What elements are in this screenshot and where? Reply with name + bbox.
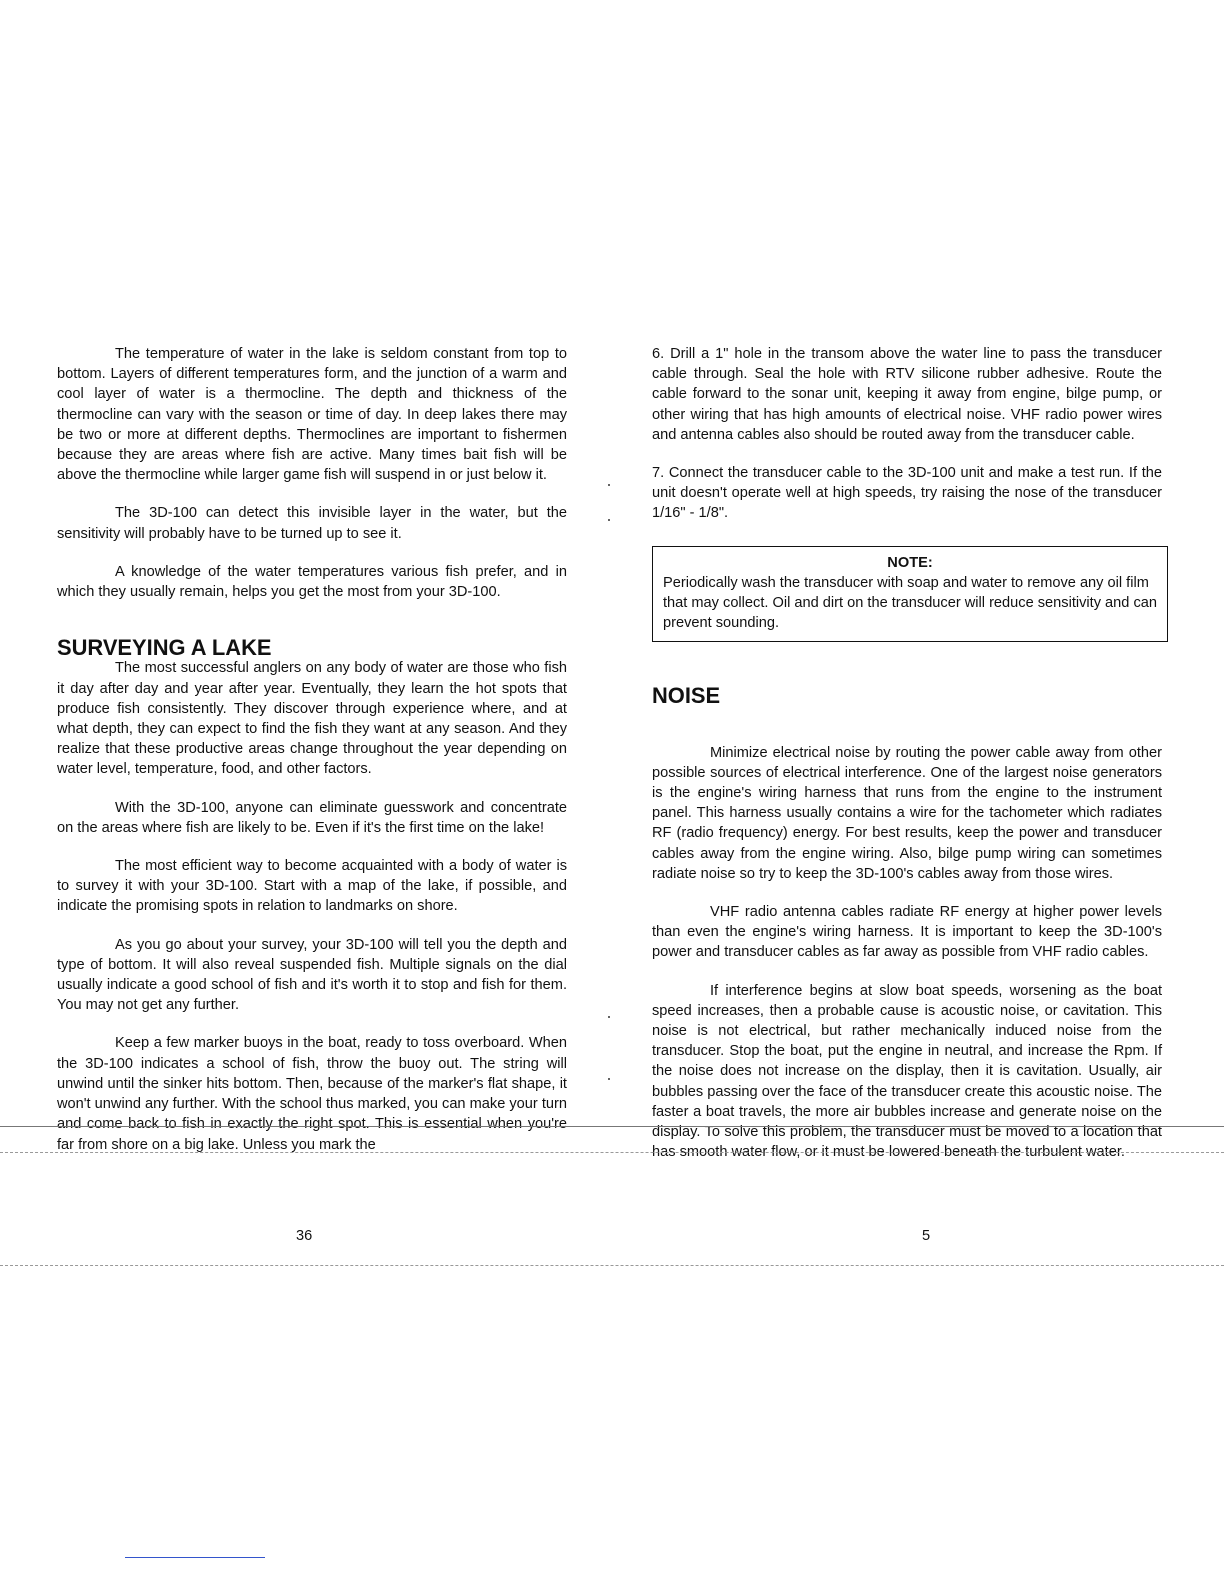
scan-artifact-line	[0, 1126, 1224, 1127]
scan-artifact-speck	[608, 484, 610, 486]
left-paragraph-eliminate-guesswork: With the 3D-100, anyone can eliminate guesswork and concentrate on the areas where fish are likely to be. Even if it's the first time on the lake!	[57, 799, 567, 836]
right-paragraph-vhf-antenna: VHF radio antenna cables radiate RF energy at higher power levels than even the engine's wiring harness. It is important to keep the 3D-100's power and transducer cables as far away as possible from VHF radio cables.	[652, 904, 1162, 961]
left-paragraph-successful-anglers: The most successful anglers on any body of water are those who fish it day after day and year after year. Eventually, they learn the hot spots that produce fish consistently. They discover through experience where, and at what depth, they can expect to find the fish they want at any season. And they realize that these productive areas change throughout the year depending on water level, temperature, food, and other factors.	[57, 660, 567, 778]
scan-artifact-line	[125, 1557, 265, 1558]
note-title: NOTE:	[887, 554, 933, 571]
scan-artifact-line	[0, 1152, 1224, 1153]
right-page	[652, 344, 1162, 1181]
note-box	[652, 546, 1168, 643]
left-paragraph-marker-buoys: Keep a few marker buoys in the boat, ready to toss overboard. When the 3D-100 indicates a school of fish, throw the buoy out. The string will unwind until the sinker hits bottom. Then, because of the marker's flat shape, it won't unwind any further. With the school thus marked, you can make your turn and come back to fish in exactly the right spot. This is essential when you're far from shore on a big lake. Unless you mark the	[57, 1035, 567, 1153]
right-paragraph-step-7: 7. Connect the transducer cable to the 3D-100 unit and make a test run. If the unit doesn't operate well at high speeds, try raising the nose of the transducer 1/16" - 1/8".	[652, 465, 1162, 522]
scan-artifact-line	[0, 1265, 1224, 1266]
right-paragraph-electrical-noise: Minimize electrical noise by routing the power cable away from other possible sources of electrical interference. One of the largest noise generators is the engine's wiring harness that runs from the engine to the instrument panel. This harness usually contains a wire for the tachometer which radiates RF (radio frequency) energy. For best results, keep the power and transducer cables away from the engine wiring. Also, bilge pump wiring can sometimes radiate noise so try to keep the 3D-100's cables away from those wires.	[652, 744, 1162, 882]
left-paragraph-depth-bottom: As you go about your survey, your 3D-100 will tell you the depth and type of bottom. It will also reveal suspended fish. Multiple signals on the dial usually indicate a good school of fish and it's worth it to stop and fish for them. You may not get any further.	[57, 936, 567, 1014]
left-page	[57, 344, 567, 1173]
right-paragraph-cavitation: If interference begins at slow boat speeds, worsening as the boat speed increases, then a probable cause is acoustic noise, or cavitation. This noise is not electrical, but rather mechanically induced noise from the transducer. Stop the boat, put the engine in neutral, and increase the Rpm. If the noise does not increase on the display, then it is cavitation. Usually, air bubbles passing over the face of the transducer create this acoustic noise. The faster a boat travels, the more air bubbles increase and generate noise on the display. To solve this problem, the transducer must be moved to a location that has smooth water flow, or it must be lowered beneath the turbulent water.	[652, 982, 1162, 1161]
scan-artifact-speck	[608, 519, 610, 521]
left-paragraph-water-temperatures: A knowledge of the water temperatures various fish prefer, and in which they usually remain, helps you get the most from your 3D-100.	[57, 563, 567, 601]
scan-artifact-speck	[608, 1078, 610, 1080]
section-heading-noise: NOISE	[652, 683, 721, 709]
left-paragraph-detect-layer: The 3D-100 can detect this invisible layer in the water, but the sensitivity will probably have to be turned up to see it.	[57, 505, 567, 542]
section-heading-surveying-a-lake: SURVEYING A LAKE	[57, 635, 272, 661]
page-number-right: 5	[922, 1228, 931, 1244]
page-number-left: 36	[296, 1228, 313, 1244]
note-body: Periodically wash the transducer with soap and water to remove any oil film that may collect. Oil and dirt on the transducer will reduce sensitivity and can prevent sounding.	[663, 574, 1157, 632]
scan-artifact-speck	[608, 1016, 610, 1018]
right-paragraph-step-6: 6. Drill a 1" hole in the transom above the water line to pass the transducer cable through. Seal the hole with RTV silicone rubber adhesive. Route the cable forward to the sonar unit, keeping it away from engine, bilge pump, or other wiring that has high amounts of electrical noise. VHF radio power wires and antenna cables also should be routed away from the transducer cable.	[652, 346, 1162, 443]
left-paragraph-thermocline: The temperature of water in the lake is seldom constant from top to bottom. Layers of different temperatures form, and the junction of a warm and cool layer of water is a thermocline. The depth and thickness of the thermocline can vary with the season or time of day. In deep lakes there may be two or more at different depths. Thermoclines are important to fishermen because they are areas where fish are active. Many times bait fish will be above the thermocline while larger game fish will suspend in or just below it.	[57, 346, 567, 484]
left-paragraph-survey-lake: The most efficient way to become acquainted with a body of water is to survey it with your 3D-100. Start with a map of the lake, if possible, and indicate the promising spots in relation to landmarks on shore.	[57, 858, 567, 915]
